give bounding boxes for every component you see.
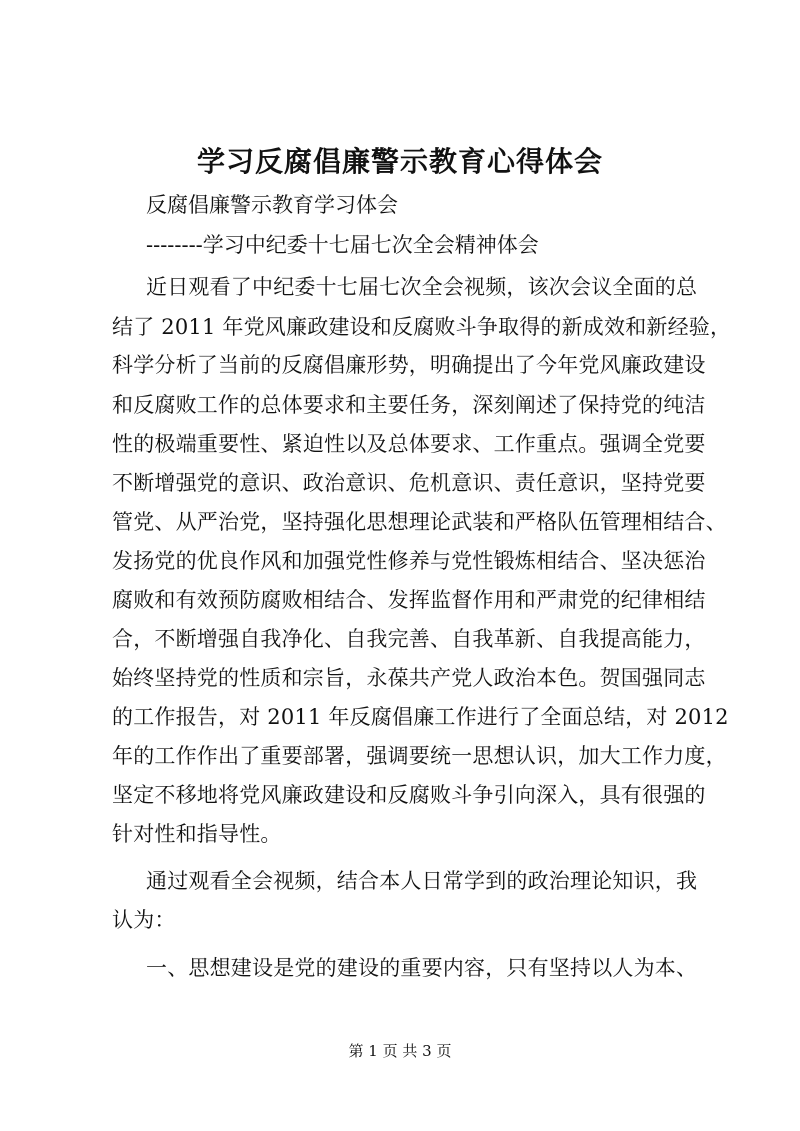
document-subheading: --------学习中纪委十七届七次全会精神体会 [146, 233, 539, 257]
paragraph-line: 和反腐败工作的总体要求和主要任务，深刻阐述了保持党的纯洁 [112, 393, 706, 417]
paragraph-line: 始终坚持党的性质和宗旨，永葆共产党人政治本色。贺国强同志 [112, 666, 706, 690]
paragraph-line: 管党、从严治党，坚持强化思想理论武装和严格队伍管理相结合、 [112, 510, 727, 534]
paragraph-line: 年的工作作出了重要部署，强调要统一思想认识，加大工作力度， [112, 744, 727, 768]
paragraph-line: 一、思想建设是党的建设的重要内容，只有坚持以人为本、 [146, 956, 698, 980]
paragraph-line: 针对性和指导性。 [112, 822, 282, 846]
paragraph-line: 不断增强党的意识、政治意识、危机意识、责任意识，坚持党要 [112, 471, 706, 495]
paragraph-line: 科学分析了当前的反腐倡廉形势，明确提出了今年党风廉政建设 [112, 353, 706, 377]
paragraph-line: 合，不断增强自我净化、自我完善、自我革新、自我提高能力， [112, 627, 706, 651]
paragraph-line: 结了 2011 年党风廉政建设和反腐败斗争取得的新成效和新经验， [112, 315, 732, 339]
document-title: 学习反腐倡廉警示教育心得体会 [196, 145, 603, 178]
paragraph-line: 的工作报告，对 2011 年反腐倡廉工作进行了全面总结，对 2012 [112, 705, 729, 729]
paragraph-line: 坚定不移地将党风廉政建设和反腐败斗争引向深入，具有很强的 [112, 783, 706, 807]
paragraph-line: 近日观看了中纪委十七届七次全会视频，该次会议全面的总 [146, 275, 698, 299]
paragraph-line: 性的极端重要性、紧迫性以及总体要求、工作重点。强调全党要 [112, 432, 706, 456]
page-footer: 第 1 页 共 3 页 [348, 1042, 452, 1060]
paragraph-line: 腐败和有效预防腐败相结合、发挥监督作用和严肃党的纪律相结 [112, 588, 706, 612]
document-subtitle: 反腐倡廉警示教育学习体会 [146, 193, 398, 217]
paragraph-line: 通过观看全会视频，结合本人日常学到的政治理论知识，我 [146, 869, 698, 893]
paragraph-line: 发扬党的优良作风和加强党性修养与党性锻炼相结合、坚决惩治 [112, 549, 706, 573]
paragraph-line: 认为： [112, 908, 176, 932]
